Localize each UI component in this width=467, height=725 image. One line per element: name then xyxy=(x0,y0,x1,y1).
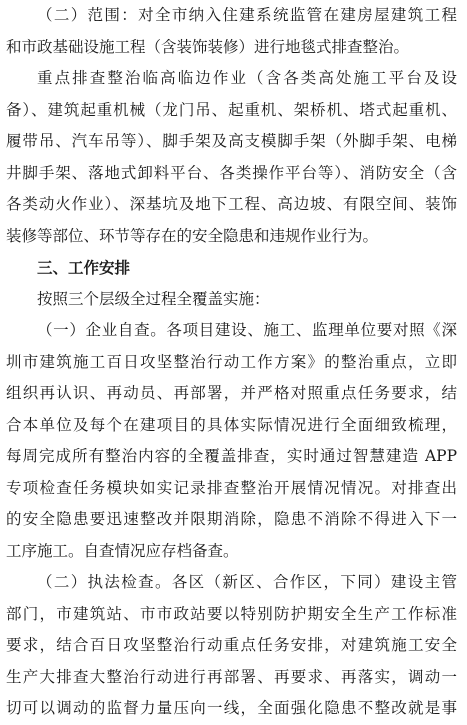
text-line: 合本单位及每个在建项目的具体实际情况进行全面细致梳理， xyxy=(6,415,457,434)
text-line: 专项检查任务模块如实记录排查整治开展情况情况。对排查出 xyxy=(6,478,457,497)
text-line: （二）范围：对全市纳入住建系统监管在建房屋建筑工程 xyxy=(37,6,457,24)
text-line: 切可以调动的监督力量压向一线，全面强化隐患不整改就是事 xyxy=(6,699,457,717)
text-line: 工序施工。自查情况应存档备查。 xyxy=(6,541,239,560)
text-line: 履带吊、汽车吊等）、脚手架及高支模脚手架（外脚手架、电梯 xyxy=(6,132,457,150)
text-line: 按照三个层级全过程全覆盖实施： xyxy=(37,289,270,308)
text-line: 的安全隐患要迅速整改并限期消除，隐患不消除不得进入下一 xyxy=(6,510,457,528)
text-line: 生产大排查大整治行动进行再部署、再要求、再落实，调动一 xyxy=(6,667,457,686)
text-line: 每周完成所有整治内容的全覆盖排查，实时通过智慧建造 APP xyxy=(6,447,457,465)
text-line: 重点排查整治临高临边作业（含各类高处施工平台及设 xyxy=(37,69,457,87)
text-line: 各类动火作业）、深基坑及地下工程、高边坡、有限空间、装饰 xyxy=(6,195,457,213)
text-line: 井脚手架、落地式卸料平台、各类操作平台等）、消防安全（含 xyxy=(6,163,457,182)
section-heading: 三、工作安排 xyxy=(37,258,131,277)
text-line: 备）、建筑起重机械（龙门吊、起重机、架桥机、塔式起重机、 xyxy=(6,100,457,119)
text-line: 圳市建筑施工百日攻坚整治行动工作方案》的整治重点，立即 xyxy=(6,352,457,371)
text-line: 组织再认识、再动员、再部署，并严格对照重点任务要求，结 xyxy=(6,384,457,402)
text-line: 要求，结合百日攻坚整治行动重点任务安排，对建筑施工安全 xyxy=(6,636,457,654)
text-line: 装修等部位、环节等存在的安全隐患和违规作业行为。 xyxy=(6,226,379,245)
text-line: 部门，市建筑站、市市政站要以特别防护期安全生产工作标准 xyxy=(6,604,457,623)
text-line: （一）企业自查。各项目建设、施工、监理单位要对照《深 xyxy=(37,321,457,339)
text-line: （二）执法检查。各区（新区、合作区，下同）建设主管 xyxy=(37,573,457,591)
text-line: 和市政基础设施工程（含装饰装修）进行地毯式排查整治。 xyxy=(6,37,410,56)
